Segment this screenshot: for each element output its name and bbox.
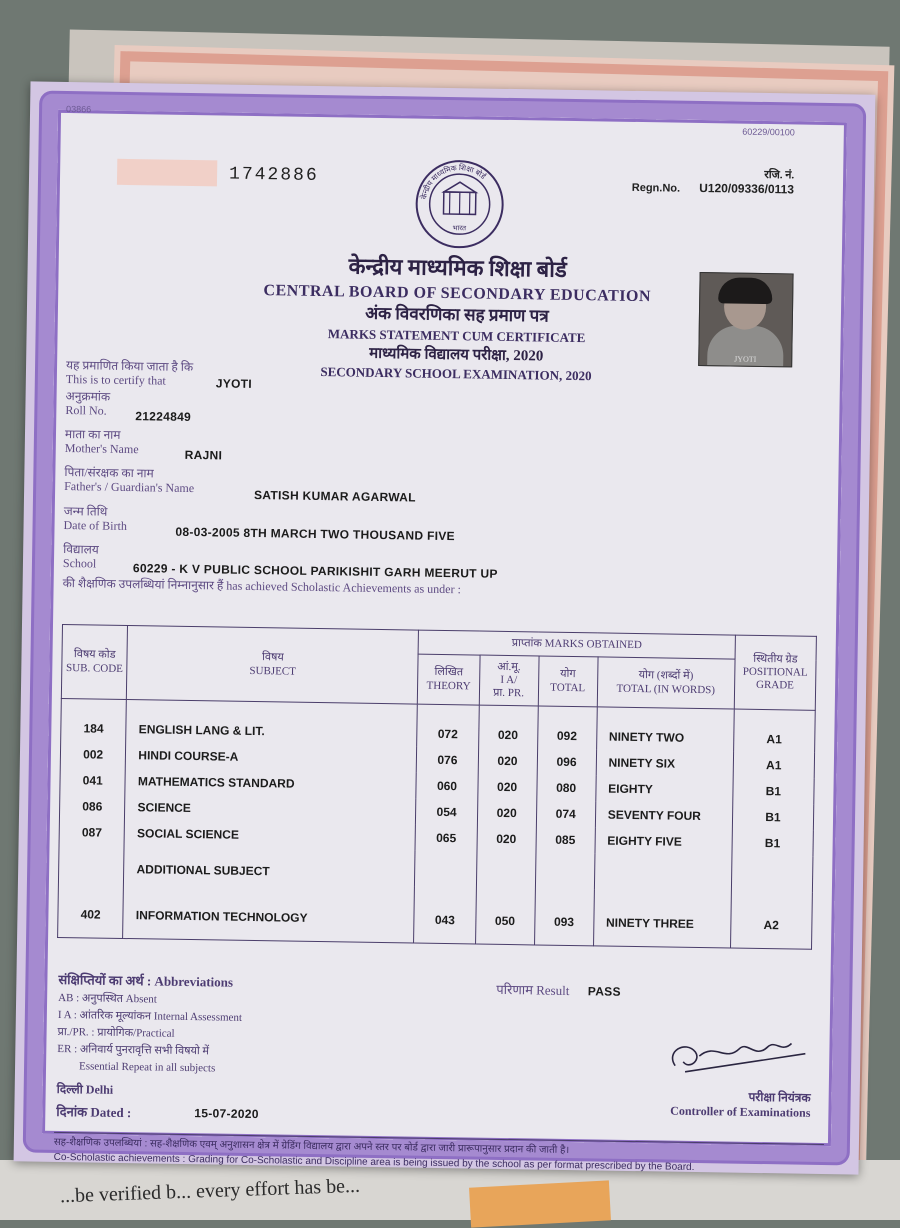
student-photo (698, 272, 793, 367)
ia-marks: 020 (477, 826, 536, 853)
result-value: PASS (588, 984, 621, 999)
abbreviations (57, 970, 243, 1078)
abbreviations-title: संक्षिप्तियों का अर्थ : Abbreviations (58, 970, 242, 993)
top-left-code: 03866 (66, 104, 91, 114)
total-marks: 093 (534, 888, 594, 945)
grade: A2 (730, 892, 812, 950)
doc-title-hi: अंक विवरणिका सह प्रमाण पत्र (207, 301, 707, 332)
dated-label: दिनांक Dated : (56, 1102, 131, 1121)
doc-title-en: MARKS STATEMENT CUM CERTIFICATE (206, 323, 706, 348)
theory-marks: 072 (417, 704, 479, 747)
exam-name-en: SECONDARY SCHOOL EXAMINATION, 2020 (206, 361, 706, 386)
subject-code: 086 (59, 793, 125, 820)
abbreviation-item: प्रा./PR. : प्रायोगिक/Practical (57, 1024, 241, 1044)
mother-label: माता का नाम Mother's Name (65, 427, 139, 457)
abbreviation-item: AB : अनुपस्थित Absent (58, 990, 242, 1010)
ia-marks: 020 (477, 774, 536, 801)
total-in-words: NINETY TWO (596, 707, 734, 752)
header-subject: विषय SUBJECT (127, 626, 419, 705)
roll-number: 21224849 (135, 409, 191, 424)
certificate-body (54, 112, 845, 1144)
total-in-words: NINETY THREE (593, 889, 731, 948)
certify-label: यह प्रमाणित किया जाता है कि This is to certify that (66, 358, 194, 389)
total-marks: 074 (536, 800, 595, 827)
subject-code: 002 (60, 741, 126, 768)
theory-marks: 060 (416, 773, 478, 800)
subject-name: ENGLISH LANG & LIT. (126, 700, 418, 747)
school-label: विद्यालय School (63, 542, 99, 571)
emblem-bottom-text: भारत (452, 224, 467, 232)
grade: A1 (733, 709, 815, 753)
issue-date: 15-07-2020 (194, 1106, 259, 1121)
controller-of-examinations: परीक्षा नियंत्रक Controller of Examinations (630, 1086, 810, 1121)
grade: A1 (733, 752, 815, 779)
subject-name: SCIENCE (125, 794, 416, 825)
issue-place: दिल्ली Delhi (57, 1080, 114, 1098)
total-marks: 092 (537, 706, 597, 749)
cbse-emblem-icon (413, 157, 506, 250)
total-in-words: NINETY SIX (596, 749, 733, 777)
achievements-label: की शैक्षणिक उपलब्धियां निम्नानुसार हैं has achieved Scholastic Achievements as under : (63, 576, 461, 597)
top-right-code: 60229/00100 (742, 127, 795, 138)
background-paper-text: ...be verified b... every effort has be... (60, 1175, 361, 1208)
marks-table (57, 624, 817, 950)
background-tape (469, 1180, 611, 1227)
grade: B1 (732, 804, 814, 831)
additional-subject-label: ADDITIONAL SUBJECT (124, 846, 416, 887)
photo-caption: JYOTI (699, 354, 791, 364)
abbreviation-item: I A : आंतरिक मूल्यांकन Internal Assessment (58, 1007, 242, 1027)
abbreviation-item: ER : अनिवार्य पुनरावृत्ति सभी विषयो में (57, 1041, 241, 1061)
total-in-words: EIGHTY FIVE (595, 827, 732, 855)
board-name-en: CENTRAL BOARD OF SECONDARY EDUCATION (207, 279, 707, 308)
svg-text:केन्द्रीय माध्यमिक शिक्षा बोर् (419, 162, 488, 201)
regn-label-en: Regn.No. (632, 182, 680, 195)
result (496, 981, 621, 1001)
red-stamp (117, 159, 217, 187)
board-name-hi: केन्द्रीय माध्यमिक शिक्षा बोर्ड (207, 249, 707, 287)
ia-marks: 050 (475, 888, 535, 945)
marks-certificate (14, 81, 876, 1174)
theory-marks: 054 (416, 799, 478, 826)
ia-marks: 020 (478, 705, 538, 748)
subject-name: INFORMATION TECHNOLOGY (123, 882, 415, 943)
certificate-heading (206, 249, 708, 386)
subject-code: 087 (59, 819, 125, 846)
total-in-words: EIGHTY (595, 775, 732, 803)
theory-marks: 065 (415, 825, 477, 852)
subject-name: SOCIAL SCIENCE (124, 820, 415, 851)
regn-value: U120/09336/0113 (699, 181, 794, 196)
total-marks: 080 (536, 774, 595, 801)
total-marks: 096 (537, 748, 596, 775)
co-scholastic-note: सह-शैक्षणिक उपलब्धियां : सह-शैक्षणिक एवम् अनुशासन क्षेत्र में ग्रेडिंग विद्यालय द्वारा अपने स्तर पर बोर्ड द्वारा जारी प्रारूपानुसार प्रदान की जाती है। Co-Scholastic achievements : Grading for Co-Scholastic and Discipline area is being issued by the school as per format prescribed by the Board. (54, 1132, 824, 1177)
registration-number (632, 165, 795, 197)
grade: B1 (732, 830, 814, 857)
exam-name-hi: माध्यमिक विद्यालय परीक्षा, 2020 (206, 341, 706, 369)
subject-code: 041 (60, 767, 126, 794)
regn-label-hi: रजि. नं. (632, 165, 794, 183)
header-total-words: योग (शब्दों में) TOTAL (IN WORDS) (597, 657, 735, 709)
table-row-additional (58, 881, 813, 949)
header-theory: लिखित THEORY (418, 654, 480, 705)
controller-signature (655, 1021, 816, 1084)
subject-name: MATHEMATICS STANDARD (125, 768, 416, 799)
emblem-text: केन्द्रीय माध्यमिक शिक्षा बोर्ड (419, 162, 488, 201)
date-of-birth: 08-03-2005 8TH MARCH TWO THOUSAND FIVE (175, 525, 455, 543)
header-ia: आं.मू. I A/ प्रा. PR. (479, 655, 539, 706)
roll-label: अनुक्रमांक Roll No. (65, 389, 110, 418)
dob-label: जन्म तिथि Date of Birth (63, 504, 127, 534)
ia-marks: 020 (477, 800, 536, 827)
grade: B1 (733, 778, 815, 805)
school-name: 60229 - K V PUBLIC SCHOOL PARIKISHIT GARH MEERUT UP (133, 561, 498, 581)
header-marks-obtained: प्राप्तांक MARKS OBTAINED (419, 630, 736, 659)
ia-marks: 020 (478, 748, 537, 775)
student-name: JYOTI (216, 376, 252, 391)
header-grade: स्थितीय ग्रेड POSITIONAL GRADE (734, 635, 816, 710)
subject-code: 184 (61, 698, 127, 742)
header-code: विषय कोड SUB. CODE (61, 624, 128, 699)
father-label: पिता/संरक्षक का नाम Father's / Guardian's Name (64, 465, 194, 496)
subject-code: 402 (58, 881, 124, 939)
mother-name: RAJNI (185, 448, 223, 463)
total-marks: 085 (536, 826, 595, 853)
father-name: SATISH KUMAR AGARWAL (254, 488, 416, 505)
result-label: परिणाम Result (496, 982, 569, 998)
header-total: योग TOTAL (538, 656, 598, 707)
total-in-words: SEVENTY FOUR (595, 801, 732, 829)
abbreviation-item: Essential Repeat in all subjects (57, 1058, 241, 1078)
subject-name: HINDI COURSE-A (126, 742, 417, 773)
theory-marks: 076 (417, 747, 479, 774)
theory-marks: 043 (414, 887, 476, 944)
serial-number: 1742886 (229, 165, 319, 186)
